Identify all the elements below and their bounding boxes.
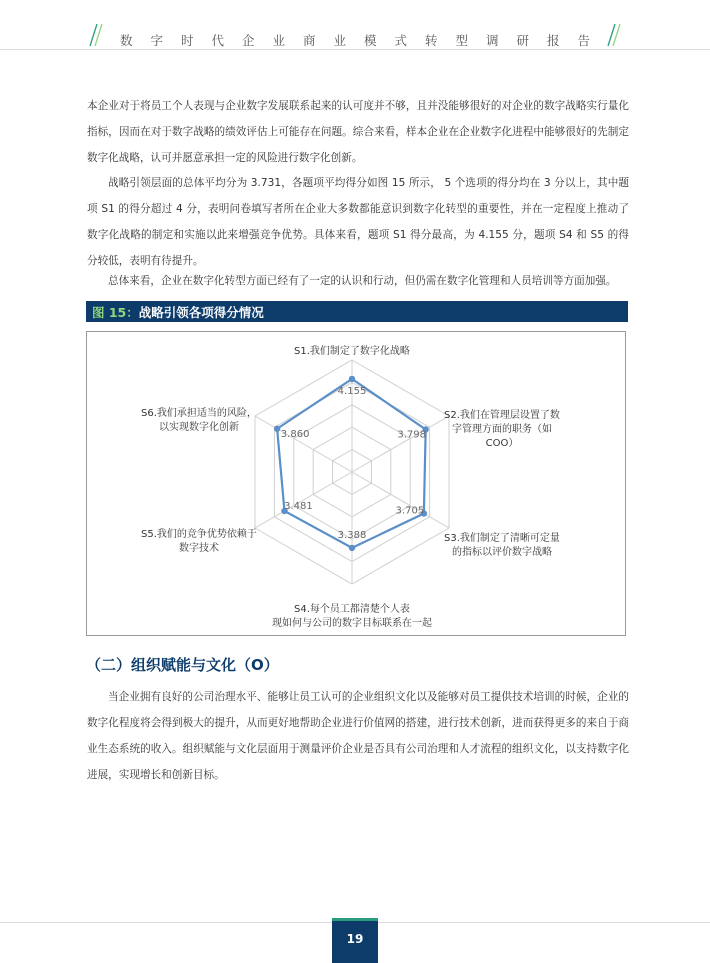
report-title: 数字时代企业商业模式转型调研报告	[119, 33, 608, 48]
paragraph-1: 本企业对于将员工个人表现与企业数字发展联系起来的认可度并不够，且并没能够很好的对企业的数字战略实行量化指标，因而在对于数字战略的绩效评估上可能存在问题。综合来看，样本企业在企业数字化进程中能够很好的先制定数字化战略，认可并愿意承担一定的风险进行数字化创新。	[87, 100, 629, 164]
axis-label: S3.我们制定了清晰可定量	[444, 533, 560, 544]
figure-number: 图 15：	[92, 305, 139, 320]
axis-label: S2.我们在管理层设置了数	[444, 410, 560, 421]
data-point	[349, 545, 355, 551]
data-point	[274, 426, 280, 432]
radar-chart-frame	[86, 331, 626, 636]
axis-label: S4.每个员工都清楚个人表	[294, 604, 410, 615]
paragraph-4: 当企业拥有良好的公司治理水平、能够让员工认可的企业组织文化以及能够对员工提供技术培训的时候，企业的数字化程度将会得到极大的提升，从而更好地帮助企业进行价值网的搭建，进行技术创新，进而获得更多的来自于商业生态系统的收入。组织赋能与文化层面用于测量评价企业是否具有公司治理和人才流程的组织文化，以支持数字化进展，实现增长和创新目标。	[87, 691, 629, 781]
grid-spoke	[352, 472, 449, 528]
grid-spoke	[255, 416, 352, 472]
axis-label: S6.我们承担适当的风险，	[141, 408, 257, 419]
radar-chart	[87, 332, 625, 635]
page-number: 19	[346, 932, 364, 946]
axis-label: 现如何与公司的数字目标联系在一起	[272, 618, 432, 629]
axis-label: 的指标以评价数字战略	[452, 547, 552, 558]
value-label: 3.798	[397, 429, 426, 441]
axis-label: S5.我们的竞争优势依赖于	[141, 529, 257, 540]
series-line	[277, 379, 426, 548]
header-divider	[0, 49, 710, 50]
figure-title-bar	[86, 301, 628, 322]
paragraph-3: 总体来看，企业在数字化转型方面已经有了一定的认识和行动，但仍需在数字化管理和人员培训等方面加强。	[108, 275, 617, 287]
figure-title: 战略引领各项得分情况	[138, 305, 264, 320]
value-label: 3.388	[337, 529, 367, 541]
figure-caption	[92, 303, 264, 321]
section-heading: （二）组织赋能与文化（O）	[86, 656, 279, 674]
axis-label: 数字技术	[179, 543, 219, 554]
page-number-box	[332, 918, 378, 963]
data-point	[349, 376, 355, 382]
value-label: 3.705	[395, 505, 425, 517]
axis-label: S1.我们制定了数字化战略	[294, 346, 410, 357]
value-label: 3.860	[280, 428, 310, 440]
value-label: 3.481	[284, 500, 313, 512]
axis-label: 字管理方面的职务（如	[452, 424, 552, 435]
header-right-slashes	[606, 23, 622, 47]
paragraph-2: 战略引领层面的总体平均分为 3.731，各题项平均得分如图 15 所示， 5 个选项的得分均在 3 分以上，其中题项 S1 的得分超过 4 分，表明问卷填写者所在企业大多数都能意识到数字化转型的重要性，并在一定程度上推动了数字化战略的制定和实施以此来增强竞争优势。具体来看，题项 S1 得分最高，为 4.155 分，题项 S4 和 S5 的得分较低，表明有待提升。	[87, 177, 629, 267]
grid-spoke	[352, 416, 449, 472]
axis-label: 以实现数字化创新	[159, 422, 239, 433]
page-header	[0, 0, 710, 60]
value-label: 4.155	[337, 385, 367, 397]
axis-label: COO）	[485, 438, 519, 449]
